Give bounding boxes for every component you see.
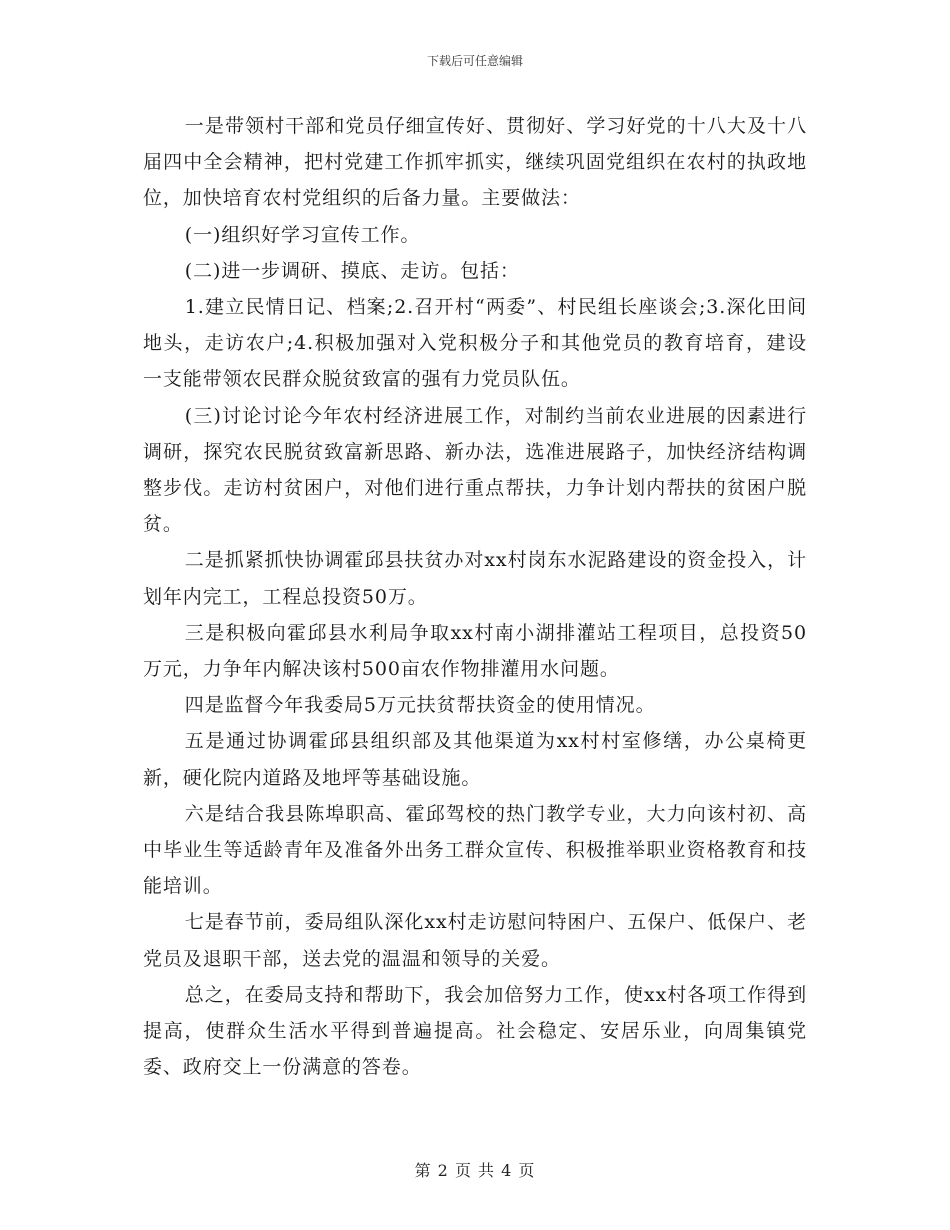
paragraph-7: 三是积极向霍邱县水利局争取xx村南小湖排灌站工程项目，总投资50万元，力争年内解决该村500亩农作物排灌用水问题。 <box>143 621 807 681</box>
paragraph-5: (三)讨论讨论今年农村经济进展工作，对制约当前农业进展的因素进行调研，探究农民脱贫致富新思路、新办法，选准进展路子，加快经济结构调整步伐。走访村贫困户，对他们进行重点帮扶，力争计划内帮扶的贫困户脱贫。 <box>143 404 807 536</box>
paragraph-6: 二是抓紧抓快协调霍邱县扶贫办对xx村岗东水泥路建设的资金投入，计划年内完工，工程总投资50万。 <box>143 549 807 608</box>
page-header-note: 下载后可任意编辑 <box>426 54 523 68</box>
paragraph-3: (二)进一步调研、摸底、走访。包括： <box>184 259 520 282</box>
paragraph-1: 一是带领村干部和党员仔细宣传好、贯彻好、学习好党的十八大及十八届四中全会精神，把村党建工作抓牢抓实，继续巩固党组织在农村的执政地位，加快培育农村党组织的后备力量。主要做法： <box>143 115 807 210</box>
paragraph-2: (一)组织好学习宣传工作。 <box>184 223 421 246</box>
page-number-footer: 第 2 页 共 4 页 <box>414 1161 536 1180</box>
document-body <box>143 108 807 1085</box>
paragraph-4: 1.建立民情日记、档案;2.召开村“两委”、村民组长座谈会;3.深化田间地头，走访农户;4.积极加强对入党积极分子和其他党员的教育培育，建设一支能带领农民群众脱贫致富的强有力党员队伍。 <box>143 296 807 391</box>
paragraph-11: 七是春节前，委局组队深化xx村走访慰问特困户、五保户、低保户、老党员及退职干部，送去党的温温和领导的关爱。 <box>143 911 807 970</box>
paragraph-10: 六是结合我县陈埠职高、霍邱驾校的热门教学专业，大力向该村初、高中毕业生等适龄青年及准备外出务工群众宣传、积极推举职业资格教育和技能培训。 <box>143 802 807 898</box>
paragraph-8: 四是监督今年我委局5万元扶贫帮扶资金的使用情况。 <box>184 694 656 717</box>
paragraph-9: 五是通过协调霍邱县组织部及其他渠道为xx村村室修缮，办公桌椅更新，硬化院内道路及地坪等基础设施。 <box>143 730 807 789</box>
paragraph-12: 总之，在委局支持和帮助下，我会加倍努力工作，使xx村各项工作得到提高，使群众生活水平得到普遍提高。社会稳定、安居乐业，向周集镇党委、政府交上一份满意的答卷。 <box>143 983 807 1079</box>
